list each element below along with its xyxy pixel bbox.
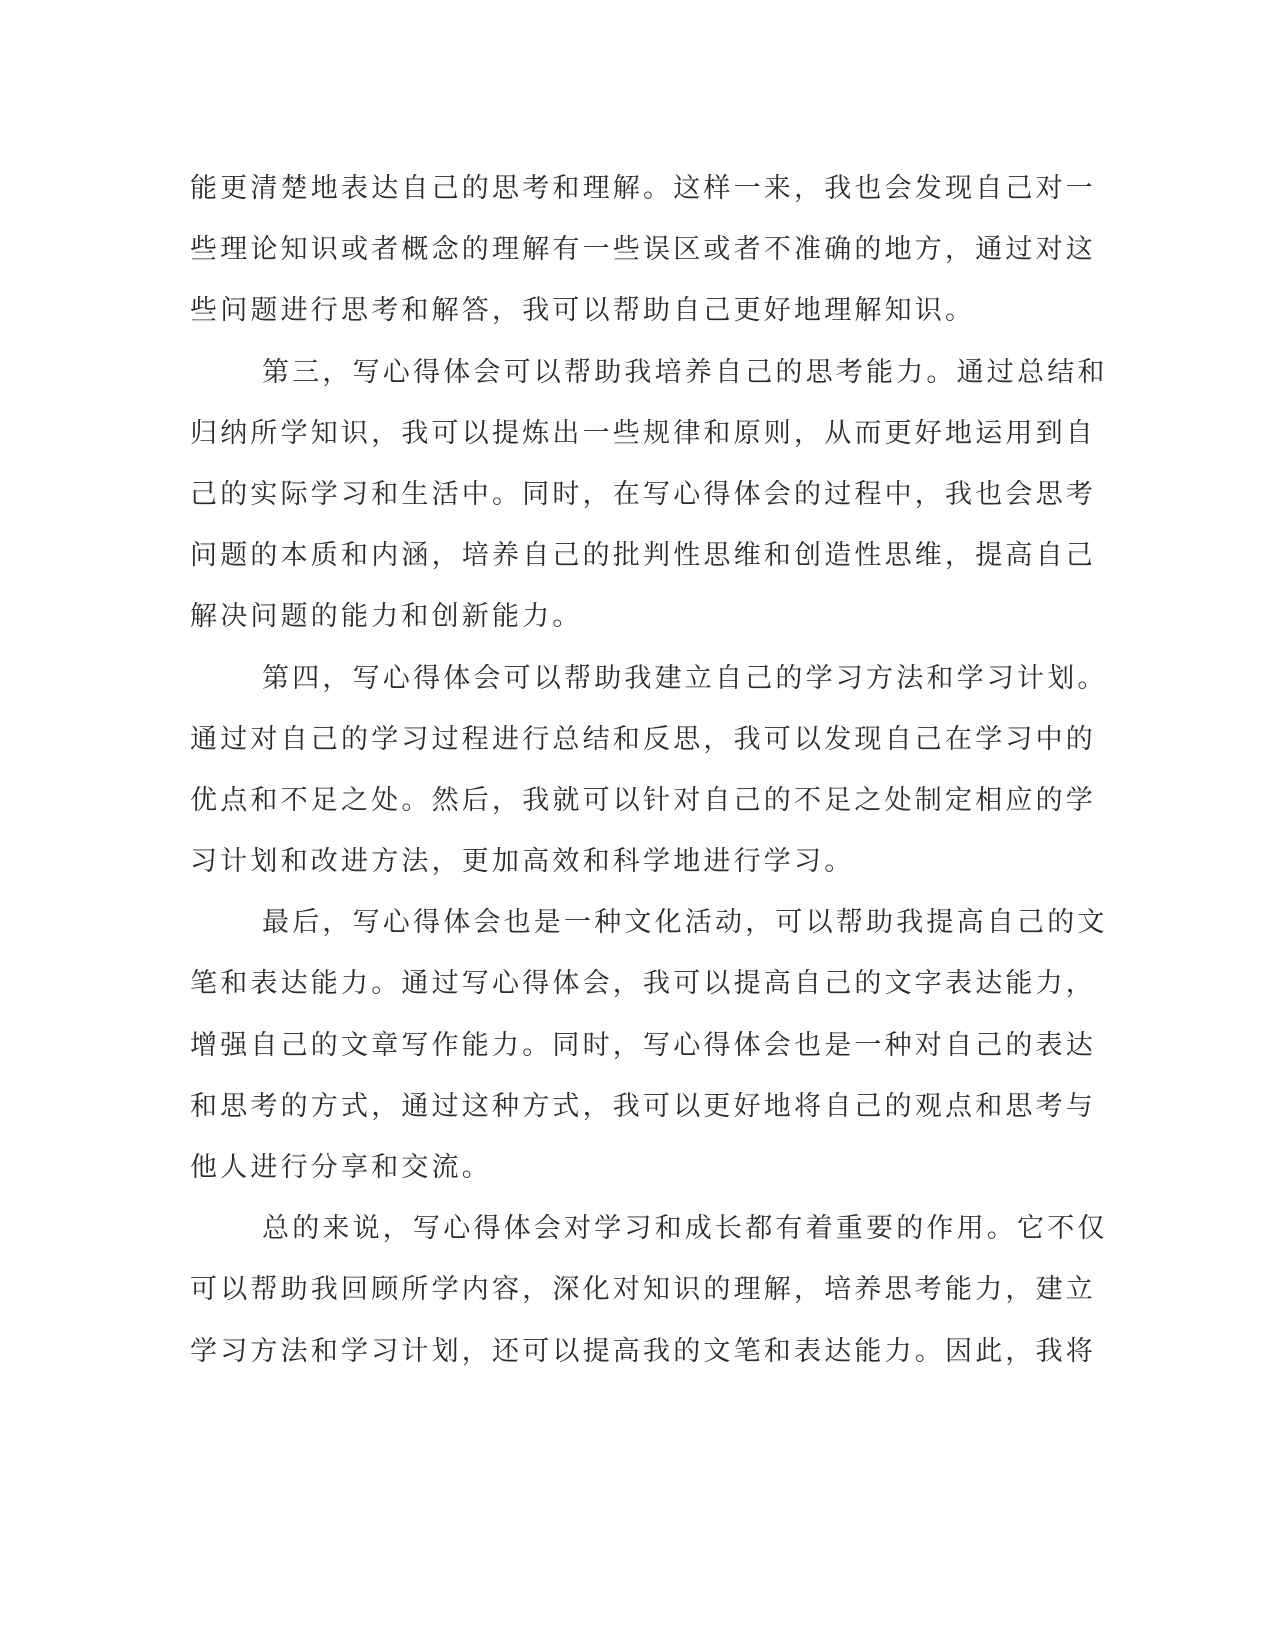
paragraph-start-line: 第三，写心得体会可以帮助我培养自己的思考能力。通过总结和 [262,356,1108,388]
text-line: 些问题进行思考和解答，我可以帮助自己更好地理解知识。 [190,295,976,327]
text-line: 能更清楚地表达自己的思考和理解。这样一来，我也会发现自己对一 [190,173,1096,204]
text-line: 增强自己的文章写作能力。同时，写心得体会也是一种对自己的表达 [190,1029,1096,1061]
text-line: 优点和不足之处。然后，我就可以针对自己的不足之处制定相应的学 [190,784,1096,816]
text-line: 些理论知识或者概念的理解有一些误区或者不准确的地方，通过对这 [190,234,1096,266]
paragraph-start-line: 第四，写心得体会可以帮助我建立自己的学习方法和学习计划。 [262,662,1108,694]
text-line: 归纳所学知识，我可以提炼出一些规律和原则，从而更好地运用到自 [190,417,1096,449]
text-line: 习计划和改进方法，更加高效和科学地进行学习。 [190,846,855,878]
text-line: 己的实际学习和生活中。同时，在写心得体会的过程中，我也会思考 [190,478,1096,510]
text-line: 解决问题的能力和创新能力。 [190,601,583,633]
text-line: 学习方法和学习计划，还可以提高我的文笔和表达能力。因此，我将 [190,1335,1096,1367]
text-line: 和思考的方式，通过这种方式，我可以更好地将自己的观点和思考与 [190,1090,1096,1122]
text-line: 他人进行分享和交流。 [190,1152,492,1183]
text-line: 通过对自己的学习过程进行总结和反思，我可以发现自己在学习中的 [190,723,1096,755]
body-text [190,158,1108,1382]
text-line: 问题的本质和内涵，培养自己的批判性思维和创造性思维，提高自己 [190,540,1096,572]
paragraph-start-line: 最后，写心得体会也是一种文化活动，可以帮助我提高自己的文 [262,907,1108,939]
paragraph-start-line: 总的来说，写心得体会对学习和成长都有着重要的作用。它不仅 [262,1213,1108,1245]
text-line: 笔和表达能力。通过写心得体会，我可以提高自己的文字表达能力， [190,968,1096,1000]
text-line: 可以帮助我回顾所学内容，深化对知识的理解，培养思考能力，建立 [190,1274,1096,1306]
